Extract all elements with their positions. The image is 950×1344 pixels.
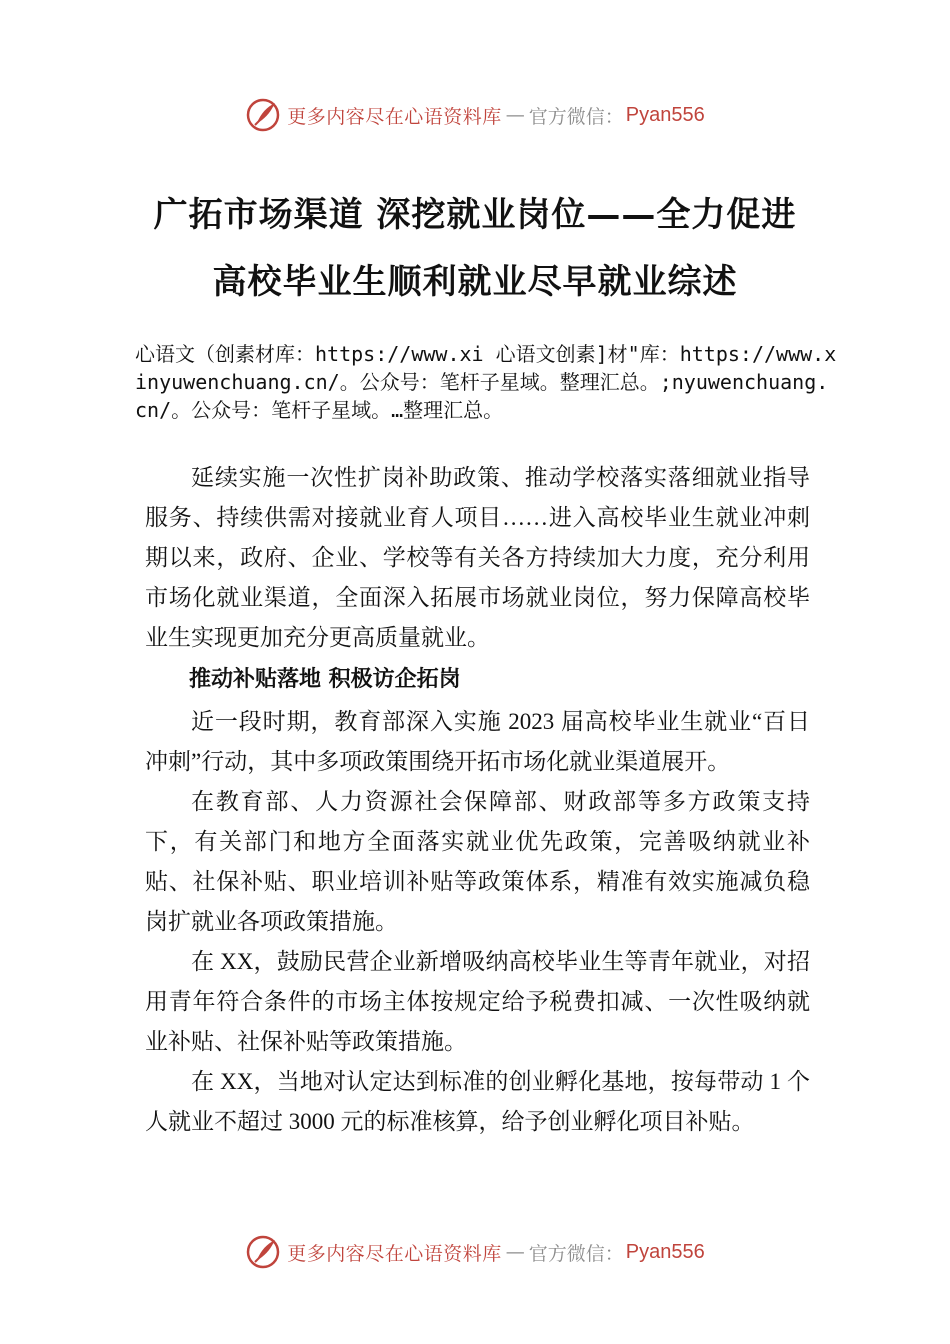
banner-wechat-id: Pyan556	[625, 103, 705, 126]
article-body	[145, 458, 810, 1142]
quill-logo-icon	[245, 97, 281, 133]
intro-paragraph: 延续实施一次性扩岗补助政策、推动学校落实落细就业指导服务、持续供需对接就业育人项目……进入高校毕业生就业冲刺期以来，政府、企业、学校等有关各方持续加大力度，充分利用市场化就业渠道，全面深入拓展市场就业岗位，努力保障高校毕业生实现更加充分更高质量就业。	[145, 465, 810, 650]
quill-logo-icon	[245, 1234, 281, 1270]
section-paragraph: 在教育部、人力资源社会保障部、财政部等多方政策支持下，有关部门和地方全面落实就业优先政策，完善吸纳就业补贴、社保补贴、职业培训补贴等政策体系，精准有效实施减负稳岗扩就业各项政策措施。	[145, 789, 810, 934]
section-paragraph: 在 XX，鼓励民营企业新增吸纳高校毕业生等青年就业，对招用青年符合条件的市场主体按规定给予税费扣减、一次性吸纳就业补贴、社保补贴等政策措施。	[145, 949, 810, 1054]
banner-wechat-id: Pyan556	[625, 1240, 705, 1263]
banner-label: 官方微信：	[528, 105, 624, 128]
section-paragraph: 在 XX，当地对认定达到标准的创业孵化基地，按每带动 1 个人就业不超过 3000 元的标准核算，给予创业孵化项目补贴。	[145, 1069, 810, 1134]
banner-separator: —	[505, 104, 525, 126]
section-paragraph: 近一段时期，教育部深入实施 2023 届高校毕业生就业“百日冲刺”行动，其中多项政策围绕开拓市场化就业渠道展开。	[145, 709, 810, 774]
banner-text: 更多内容尽在心语资料库	[287, 1242, 502, 1265]
banner-label: 官方微信：	[528, 1242, 624, 1265]
document-title-line-2: 高校毕业生顺利就业尽早就业综述	[212, 262, 738, 302]
section-heading: 推动补贴落地 积极访企拓岗	[189, 667, 461, 692]
banner-text: 更多内容尽在心语资料库	[287, 105, 502, 128]
banner-separator: —	[505, 1241, 525, 1263]
source-note: 心语文（创素材库：https://www.xi 心语文创素]材"库：https://www.xinyuwenchuang.cn/。公众号：笔杆子星域。整理汇总。;nyuwenchuang.cn/。公众号：笔杆子星域。…整理汇总。	[135, 342, 837, 422]
document-title-line-1: 广拓市场渠道 深挖就业岗位——全力促进	[153, 195, 797, 235]
header-banner	[0, 95, 950, 135]
footer-banner	[0, 1232, 950, 1272]
